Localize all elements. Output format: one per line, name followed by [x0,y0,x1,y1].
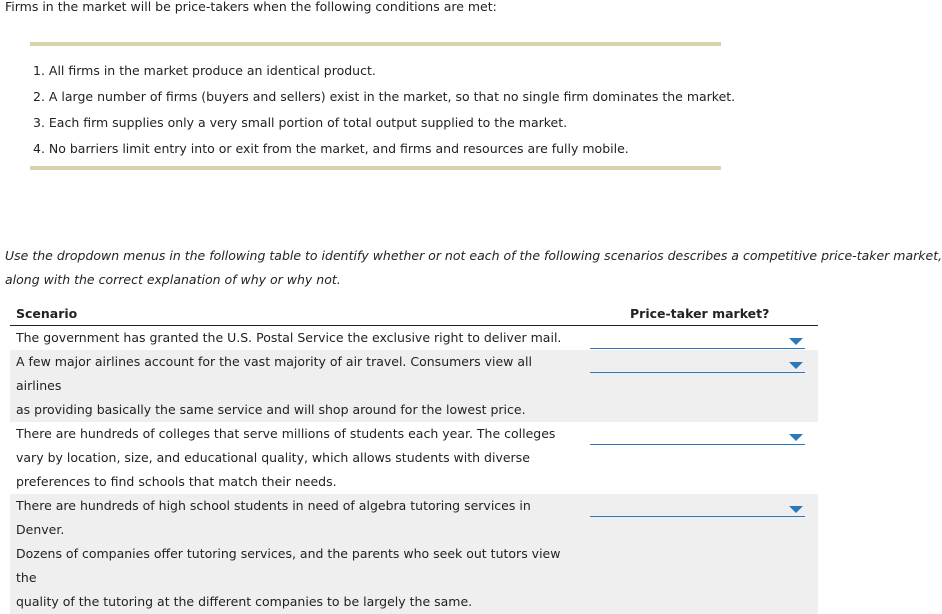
instructions [5,244,942,292]
caret-down-icon[interactable] [789,506,803,513]
scenario-line: quality of the tutoring at the different companies to be largely the same. [16,594,473,609]
condition-item: 4. No barriers limit entry into or exit from the market, and firms and resources are fully mobile. [33,141,629,156]
condition-item: 2. A large number of firms (buyers and sellers) exist in the market, so that no single firm dominates the market. [33,89,736,104]
scenario-line: There are hundreds of colleges that serve millions of students each year. The colleges [16,426,556,441]
instructions-line-2: along with the correct explanation of why or why not. [5,272,341,287]
scenario-text [10,494,576,614]
scenario-line: preferences to find schools that match their needs. [16,474,337,489]
scenario-text [10,422,576,494]
scenario-line: vary by location, size, and educational quality, which allows students with diverse [16,450,530,465]
table-row [10,326,818,350]
conditions-list [33,60,735,164]
table-header [10,303,818,326]
caret-down-icon[interactable] [789,362,803,369]
instructions-line-1: Use the dropdown menus in the following table to identify whether or not each of the following scenarios describes a competitive price-taker market, [5,248,942,263]
caret-down-icon[interactable] [789,338,803,345]
scenario-line: The government has granted the U.S. Postal Service the exclusive right to deliver mail. [16,330,562,345]
price-taker-dropdown[interactable] [590,429,805,445]
scenario-line: as providing basically the same service and will shop around for the lowest price. [16,402,526,417]
table-row [10,494,818,614]
price-taker-dropdown[interactable] [590,333,805,349]
conditions-box [30,42,736,170]
condition-item: 1. All firms in the market produce an identical product. [33,63,376,78]
caret-down-icon[interactable] [789,434,803,441]
price-taker-dropdown[interactable] [590,357,805,373]
price-taker-dropdown[interactable] [590,501,805,517]
header-price-taker: Price-taker market? [630,306,770,321]
scenario-text [10,326,576,350]
table-row [10,422,818,494]
table-row [10,350,818,422]
scenario-line: There are hundreds of high school students in need of algebra tutoring services in Denver. [16,498,531,537]
header-scenario: Scenario [16,306,78,321]
intro-text: Firms in the market will be price-takers when the following conditions are met: [5,0,497,14]
scenario-table [10,303,818,614]
scenario-line: Dozens of companies offer tutoring services, and the parents who seek out tutors view the [16,546,561,585]
scenario-text [10,350,576,422]
condition-item: 3. Each firm supplies only a very small portion of total output supplied to the market. [33,115,568,130]
scenario-line: A few major airlines account for the vast majority of air travel. Consumers view all airlines [16,354,532,393]
